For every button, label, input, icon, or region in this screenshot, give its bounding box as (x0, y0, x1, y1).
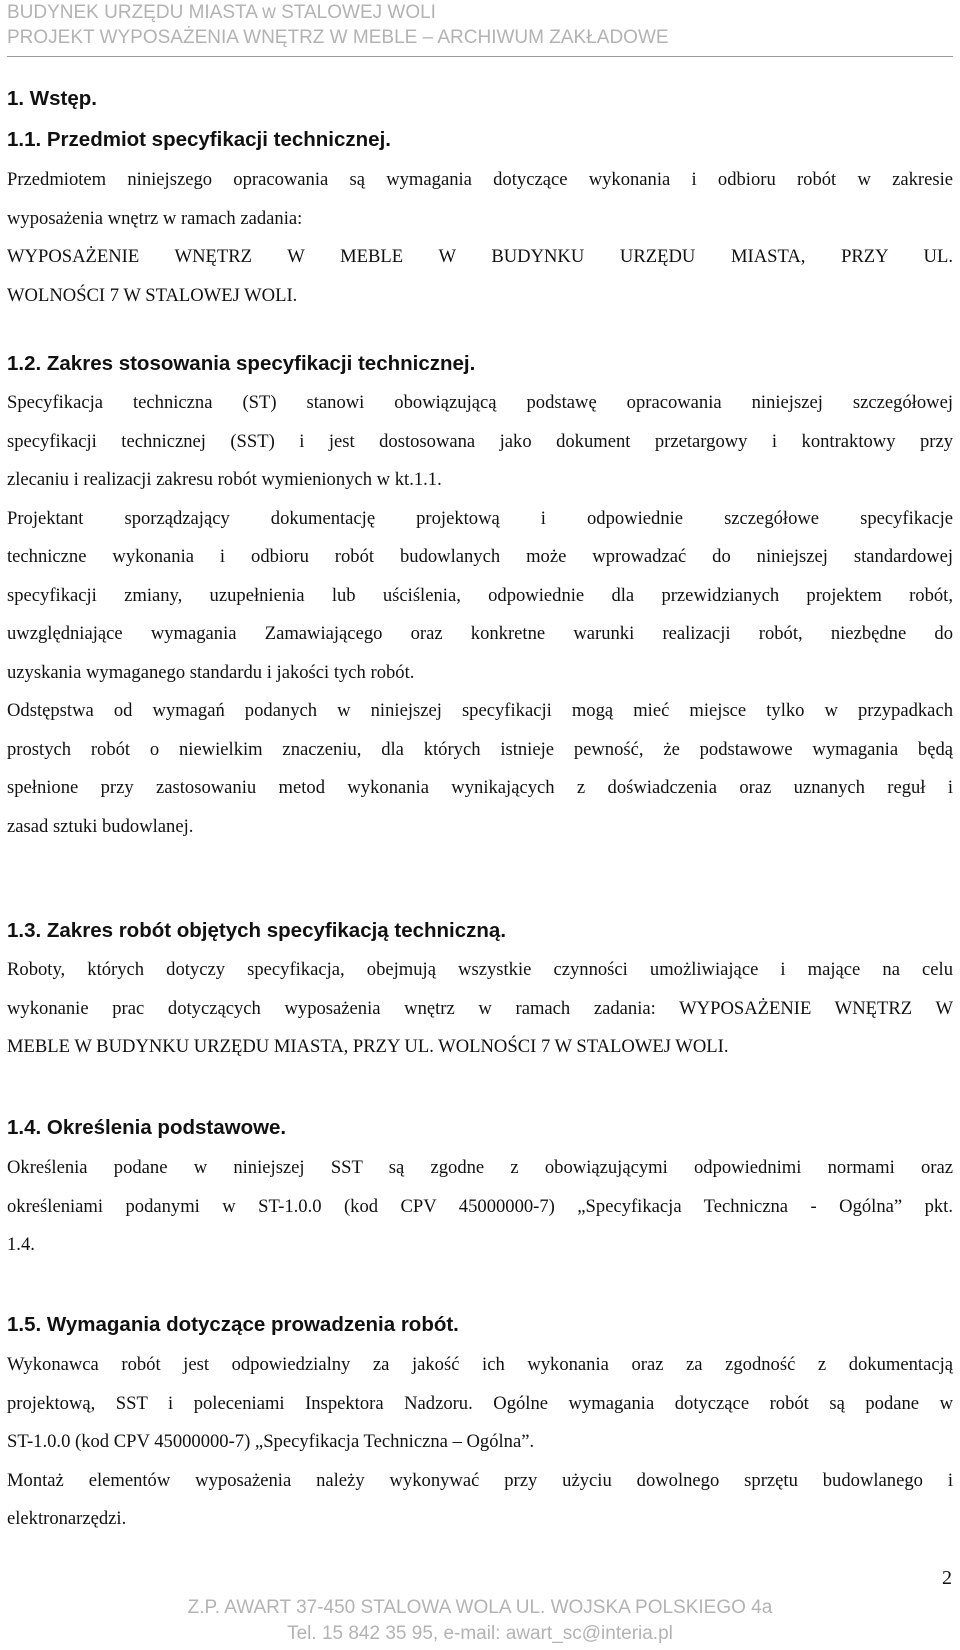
text-line: ST-1.0.0 (kod CPV 45000000-7) „Specyfikacja Techniczna – Ogólna”. (7, 1431, 535, 1452)
page-number: 2 (942, 1567, 952, 1589)
text-line: WOLNOŚCI 7 W STALOWEJ WOLI. (7, 284, 298, 306)
text-line: specyfikacji technicznej (SST) i jest dostosowana jako dokument przetargowy i kontraktowy przy (7, 430, 953, 452)
text-line: elektronarzędzi. (7, 1508, 127, 1529)
text-line: Odstępstwa od wymagań podanych w niniejszej specyfikacji mogą mieć miejsce tylko w przypadkach (7, 700, 953, 721)
footer-line-1: Z.P. AWART 37-450 STALOWA WOLA UL. WOJSKA POLSKIEGO 4a (187, 1597, 773, 1618)
heading-1-5: 1.5. Wymagania dotyczące prowadzenia robót. (7, 1313, 459, 1336)
text-line: wykonanie prac dotyczących wyposażenia wnętrz w ramach zadania: WYPOSAŻENIE WNĘTRZ W (7, 997, 953, 1019)
header-rule (7, 56, 953, 57)
text-line: wyposażenia wnętrz w ramach zadania: (7, 207, 303, 229)
heading-1-1: 1.1. Przedmiot specyfikacji technicznej. (7, 128, 391, 151)
heading-1-4: 1.4. Określenia podstawowe. (7, 1116, 287, 1139)
text-line: projektową, SST i poleceniami Inspektora Nadzoru. Ogólne wymagania dotyczące robót są podane w (7, 1392, 953, 1414)
header-line-2: PROJEKT WYPOSAŻENIA WNĘTRZ W MEBLE – ARCHIWUM ZAKŁADOWE (7, 27, 669, 48)
header-line-1: BUDYNEK URZĘDU MIASTA w STALOWEJ WOLI (7, 2, 436, 23)
heading-1-3: 1.3. Zakres robót objętych specyfikacją techniczną. (7, 919, 507, 942)
text-line: Specyfikacja techniczna (ST) stanowi obowiązującą podstawę opracowania niniejszej szczegółowej (7, 392, 953, 413)
text-line: uzyskania wymaganego standardu i jakości tych robót. (7, 661, 415, 683)
text-line: prostych robót o niewielkim znaczeniu, dla których istnieje pewność, że podstawowe wymagania będą (7, 738, 953, 760)
text-line: Określenia podane w niniejszej SST są zgodne z obowiązującymi odpowiednimi normami oraz (7, 1157, 953, 1178)
footer-line-2: Tel. 15 842 35 95, e-mail: awart_sc@interia.pl (287, 1623, 673, 1644)
text-line: uwzględniające wymagania Zamawiającego oraz konkretne warunki realizacji robót, niezbędne do (7, 623, 953, 644)
text-line: określeniami podanymi w ST-1.0.0 (kod CPV 45000000-7) „Specyfikacja Techniczna - Ogólna” pkt. (7, 1195, 953, 1217)
text-line: zasad sztuki budowlanej. (7, 815, 194, 837)
section-1-1-text (7, 161, 953, 315)
text-line: WYPOSAŻENIE WNĘTRZ W MEBLE W BUDYNKU URZĘDU MIASTA, PRZY UL. (7, 246, 953, 267)
section-1-2-text (7, 384, 953, 846)
text-line: Roboty, których dotyczy specyfikacja, obejmują wszystkie czynności umożliwiające i mające na celu (7, 959, 953, 980)
text-line: Przedmiotem niniejszego opracowania są wymagania dotyczące wykonania i odbioru robót w zakresie (7, 169, 953, 190)
text-line: spełnione przy zastosowaniu metod wykonania wynikających z doświadczenia oraz uznanych reguł i (7, 777, 953, 798)
text-line: techniczne wykonania i odbioru robót budowlanych może wprowadzać do niniejszej standardowej (7, 546, 953, 567)
text-line: Projektant sporządzający dokumentację projektową i odpowiednie szczegółowe specyfikacje (7, 507, 953, 529)
text-line: Montaż elementów wyposażenia należy wykonywać przy użyciu dowolnego sprzętu budowlanego i (7, 1469, 953, 1491)
text-line: 1.4. (7, 1234, 35, 1255)
page-header (7, 0, 953, 50)
heading-1-2: 1.2. Zakres stosowania specyfikacji technicznej. (7, 352, 476, 375)
heading-1: 1. Wstęp. (7, 87, 97, 110)
text-line: MEBLE W BUDYNKU URZĘDU MIASTA, PRZY UL. WOLNOŚCI 7 W STALOWEJ WOLI. (7, 1036, 729, 1057)
text-line: specyfikacji zmiany, uzupełnienia lub uściślenia, odpowiednie dla przewidzianych projektem robót, (7, 584, 953, 606)
section-1-4-text (7, 1149, 953, 1265)
text-line: zlecaniu i realizacji zakresu robót wymienionych w kt.1.1. (7, 469, 442, 490)
text-line: Wykonawca robót jest odpowiedzialny za jakość ich wykonania oraz za zgodność z dokumentacją (7, 1354, 953, 1375)
section-1-5-text (7, 1346, 953, 1539)
section-1-3-text (7, 951, 953, 1067)
